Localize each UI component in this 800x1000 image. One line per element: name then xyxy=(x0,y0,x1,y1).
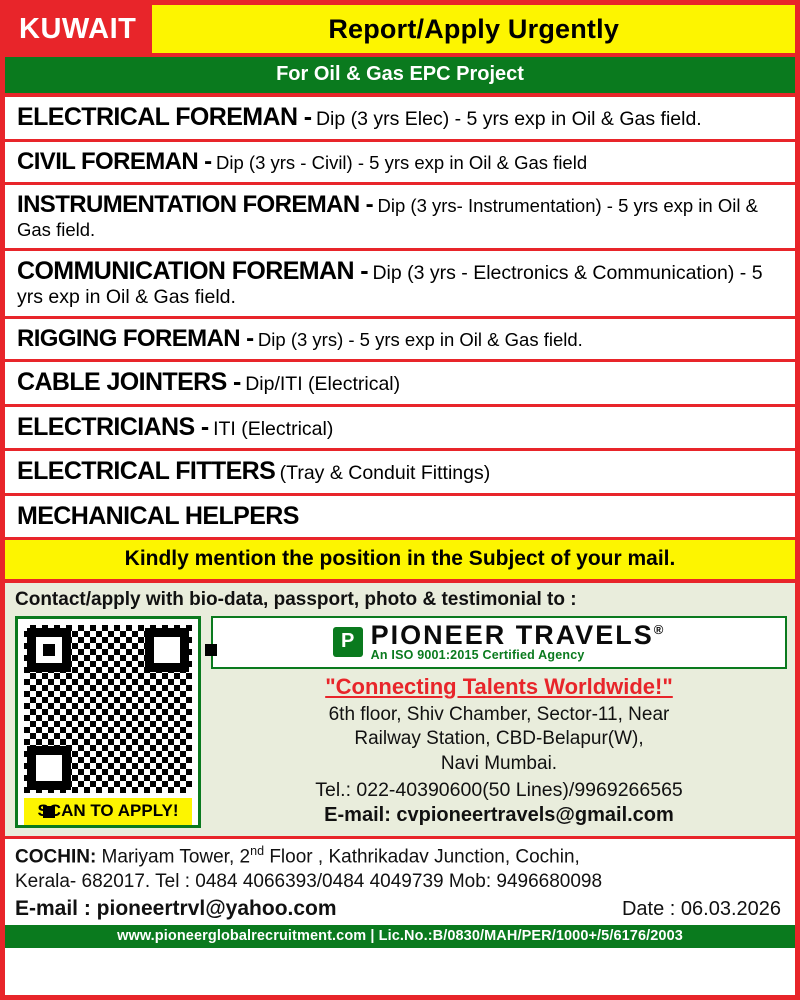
branch-email[interactable]: E-mail : pioneertrvl@yahoo.com xyxy=(15,897,337,921)
agency-email[interactable]: E-mail: cvpioneertravels@gmail.com xyxy=(324,803,674,826)
headline: Report/Apply Urgently xyxy=(152,5,795,53)
job-row xyxy=(5,185,795,251)
header-row xyxy=(5,5,795,57)
qr-code-panel[interactable] xyxy=(15,616,201,828)
job-desc: Dip/ITI (Electrical) xyxy=(245,373,401,396)
agency-logo xyxy=(211,616,787,668)
job-row xyxy=(5,97,795,142)
job-desc: Dip (3 yrs - Electronics & Communication) - 5 yrs exp in Oil & Gas field. xyxy=(17,261,763,309)
branch-ordinal-suffix: nd xyxy=(250,844,265,859)
job-title: ELECTRICAL FOREMAN - xyxy=(17,103,312,131)
footer-license: www.pioneerglobalrecruitment.com | Lic.No.:B/0830/MAH/PER/1000+/5/6176/2003 xyxy=(5,925,795,948)
job-row xyxy=(5,251,795,319)
job-desc: Dip (3 yrs Elec) - 5 yrs exp in Oil & Gas field. xyxy=(315,108,702,130)
pioneer-logo-icon: P xyxy=(333,627,363,657)
branch-address-line1 xyxy=(15,843,787,870)
agency-address-line1: 6th floor, Shiv Chamber, Sector-11, Near xyxy=(328,703,670,725)
job-title: ELECTRICAL FITTERS xyxy=(17,457,276,486)
country-badge: KUWAIT xyxy=(5,5,152,53)
branch-address-part2: Floor , Kathrikadav Junction, Cochin, xyxy=(264,846,580,868)
subject-note: Kindly mention the position in the Subject of your mail. xyxy=(5,540,795,583)
agency-details xyxy=(211,616,787,827)
job-desc: Dip (3 yrs- Instrumentation) - 5 yrs exp in Oil & Gas field. xyxy=(17,194,758,241)
job-row xyxy=(5,451,795,496)
job-row xyxy=(5,142,795,185)
job-title: RIGGING FOREMAN - xyxy=(17,324,254,352)
registered-trademark-icon: ® xyxy=(653,622,666,638)
qr-code-icon[interactable] xyxy=(24,625,192,793)
job-row xyxy=(5,319,795,362)
agency-address-line2: Railway Station, CBD-Belapur(W), xyxy=(354,728,644,750)
job-row xyxy=(5,407,795,452)
job-title: MECHANICAL HELPERS xyxy=(17,501,299,530)
iso-certification: An ISO 9001:2015 Certified Agency xyxy=(370,648,585,663)
job-row xyxy=(5,362,795,407)
job-title: INSTRUMENTATION FOREMAN - xyxy=(17,190,374,218)
job-title: COMMUNICATION FOREMAN - xyxy=(17,256,368,285)
contact-heading: Contact/apply with bio-data, passport, photo & testimonial to : xyxy=(15,589,577,611)
contact-block xyxy=(5,583,795,839)
agency-telephone: Tel.: 022-40390600(50 Lines)/9969266565 xyxy=(315,778,683,801)
job-title: CIVIL FOREMAN - xyxy=(17,147,212,175)
agency-address-line3: Navi Mumbai. xyxy=(440,752,558,774)
branch-city: COCHIN: xyxy=(15,846,97,868)
agency-tagline: "Connecting Talents Worldwide!" xyxy=(325,673,673,699)
job-desc: (Tray & Conduit Fittings) xyxy=(279,462,491,485)
branch-block xyxy=(5,839,795,925)
job-list xyxy=(5,97,795,540)
ad-date: Date : 06.03.2026 xyxy=(621,898,781,921)
job-title: CABLE JOINTERS - xyxy=(17,368,241,397)
branch-address-part1: Mariyam Tower, 2 xyxy=(96,846,251,868)
branch-address-line2: Kerala- 682017. Tel : 0484 4066393/0484 4049739 Mob: 9496680098 xyxy=(15,870,603,892)
job-desc: ITI (Electrical) xyxy=(213,417,334,440)
job-row xyxy=(5,496,795,541)
agency-name: PIONEER TRAVELS xyxy=(370,620,654,651)
job-desc: Dip (3 yrs) - 5 yrs exp in Oil & Gas field. xyxy=(257,328,583,350)
project-line: For Oil & Gas EPC Project xyxy=(5,57,795,97)
job-title: ELECTRICIANS - xyxy=(17,412,209,441)
job-desc: Dip (3 yrs - Civil) - 5 yrs exp in Oil & Gas field xyxy=(216,151,588,173)
scan-to-apply-label: SCAN TO APPLY! xyxy=(24,798,192,825)
